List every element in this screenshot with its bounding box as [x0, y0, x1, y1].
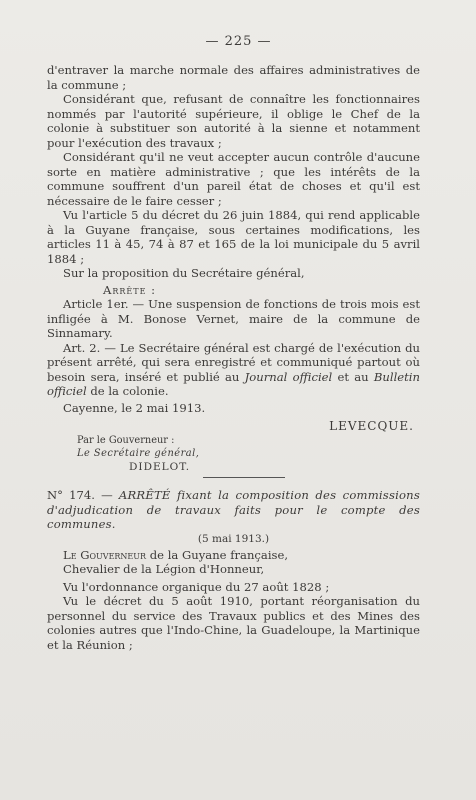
gouverneur-line	[47, 548, 420, 563]
second-act-date: (5 mai 1913.)	[197, 532, 270, 545]
second-act-title	[47, 488, 420, 532]
second-act-title-text: ARRÊTÉ fixant la composition des commissions d'adjudication de travaux faits pour le compte des communes.	[47, 488, 420, 531]
signature-secretaire: Le Secrétaire général,	[77, 448, 200, 459]
chevalier-line: Chevalier de la Légion d'Honneur,	[63, 562, 265, 576]
paragraph-considerant-2: Considérant qu'il ne veut accepter aucun contrôle d'aucune sorte en matière administrative ; que les intérêts de la commune souffrent d'un pareil état de choses et qu'il est nécessaire de le faire cesser ;	[47, 150, 420, 208]
signing-date: Cayenne, le 2 mai 1913.	[63, 400, 206, 415]
article-2-text: Art. 2. — Le Secrétaire général est chargé de l'exécution du présent arrêté, qui sera enregistré et communiqué partout où besoin sera, inséré et publié au	[47, 340, 420, 384]
section-divider	[203, 477, 285, 478]
article-2-end: de la colonie.	[86, 384, 169, 398]
paragraph-considerant-1: Considérant que, refusant de connaître les fonctionnaires nommés par l'autorité supérieure, il oblige le Chef de la colonie à substituer son autorité à la sienne et notamment pour l'exécution des travaux ;	[47, 92, 420, 150]
gouverneur-label: Le Gouverneur	[63, 547, 147, 562]
signature-par-le-gouverneur: Par le Gouverneur :	[77, 435, 175, 446]
vu-decret: Vu le décret du 5 août 1910, portant réorganisation du personnel du service des Travaux publics et des Mines des colonies autres que l'Indo-Chine, la Guadeloupe, la Martinique et la Réunion ;	[47, 594, 420, 652]
article-2	[47, 341, 420, 399]
bulletin-officiel: Bulletin officiel	[47, 369, 420, 398]
journal-officiel: Journal officiel	[244, 369, 333, 384]
second-act-number: N° 174. —	[47, 488, 119, 502]
signature-secretaire-name: DIDELOT.	[129, 461, 191, 473]
paragraph-continuation: d'entraver la marche normale des affaires administratives de la commune ;	[47, 63, 420, 92]
paragraph-proposition: Sur la proposition du Secrétaire général,	[63, 266, 305, 280]
vu-ordonnance: Vu l'ordonnance organique du 27 août 1828 ;	[63, 579, 330, 594]
page-number: — 225 —	[205, 34, 272, 49]
signature-name: LEVECQUE.	[329, 419, 414, 433]
gouverneur-rest: de la Guyane française,	[146, 547, 289, 562]
article-2-mid: et au	[332, 369, 374, 384]
article-1: Article 1er. — Une suspension de fonctions de trois mois est infligée à M. Bonose Vernet, maire de la commune de Sinnamary.	[47, 297, 420, 340]
arrete-heading: Arrête :	[103, 282, 157, 297]
paragraph-vu-article: Vu l'article 5 du décret du 26 juin 1884, qui rend applicable à la Guyane française, sous certaines modifications, les articles 11 à 45, 74 à 87 et 165 de la loi municipale du 5 avril 1884 ;	[47, 208, 420, 266]
